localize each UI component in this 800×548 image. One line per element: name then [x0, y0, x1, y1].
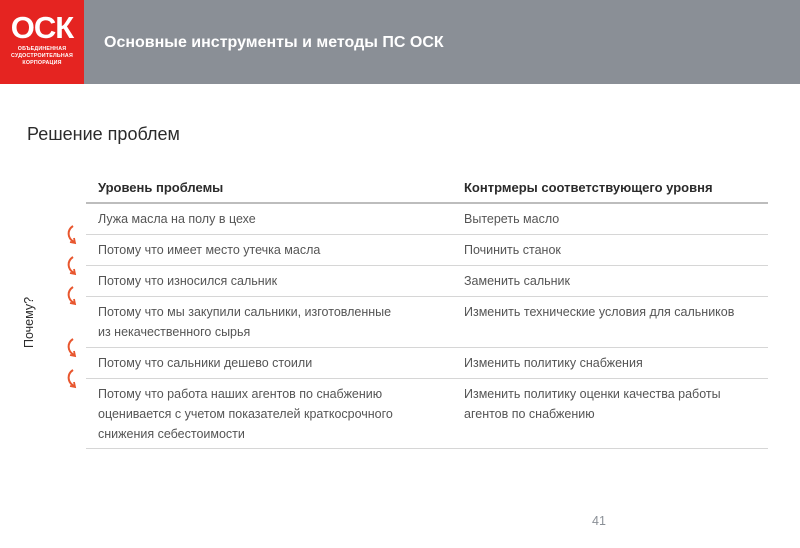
curved-arrow-icon [64, 224, 78, 246]
table-row [86, 266, 768, 297]
table-header [86, 172, 768, 204]
page-title: Основные инструменты и методы ПС ОСК [104, 34, 444, 51]
problem-cell: Лужа масла на полу в цехе [98, 212, 256, 226]
countermeasure-cell: Изменить политику оценки качества работы агентов по снабжению [464, 387, 721, 421]
svg-text:ОСК: ОСК [10, 10, 74, 42]
logo-subtitle: ОБЪЕДИНЕННАЯ СУДОСТРОИТЕЛЬНАЯ КОРПОРАЦИЯ [11, 46, 73, 66]
problem-cell: Потому что имеет место утечка масла [98, 243, 321, 257]
curved-arrow-icon [64, 285, 78, 307]
table-row [86, 204, 768, 235]
table-row [86, 348, 768, 379]
page-number: 41 [592, 514, 606, 528]
table-row [86, 297, 768, 348]
table-row [86, 379, 768, 449]
problem-table [86, 172, 768, 449]
problem-cell: Потому что мы закупили сальники, изготовленные из некачественного сырья [98, 305, 392, 339]
logo [0, 0, 84, 84]
problem-cell: Потому что износился сальник [98, 274, 278, 288]
why-label: Почему? [22, 296, 36, 348]
countermeasure-cell: Починить станок [464, 243, 561, 257]
header-bar [0, 0, 800, 84]
problem-cell: Потому что сальники дешево стоили [98, 356, 313, 370]
column-header-countermeasure: Контрмеры соответствующего уровня [464, 179, 713, 195]
curved-arrow-icon [64, 368, 78, 390]
curved-arrow-icon [64, 337, 78, 359]
section-title: Решение проблем [27, 124, 180, 144]
problem-cell: Потому что работа наших агентов по снабжению оценивается с учетом показателей краткосрочного снижения себестоимости [98, 387, 393, 441]
countermeasure-cell: Изменить технические условия для сальников [464, 305, 735, 319]
column-header-problem: Уровень проблемы [98, 179, 224, 195]
table-row [86, 235, 768, 266]
countermeasure-cell: Заменить сальник [464, 274, 571, 288]
osk-logo-icon [8, 10, 76, 42]
countermeasure-cell: Вытереть масло [464, 212, 560, 226]
countermeasure-cell: Изменить политику снабжения [464, 356, 643, 370]
curved-arrow-icon [64, 255, 78, 277]
